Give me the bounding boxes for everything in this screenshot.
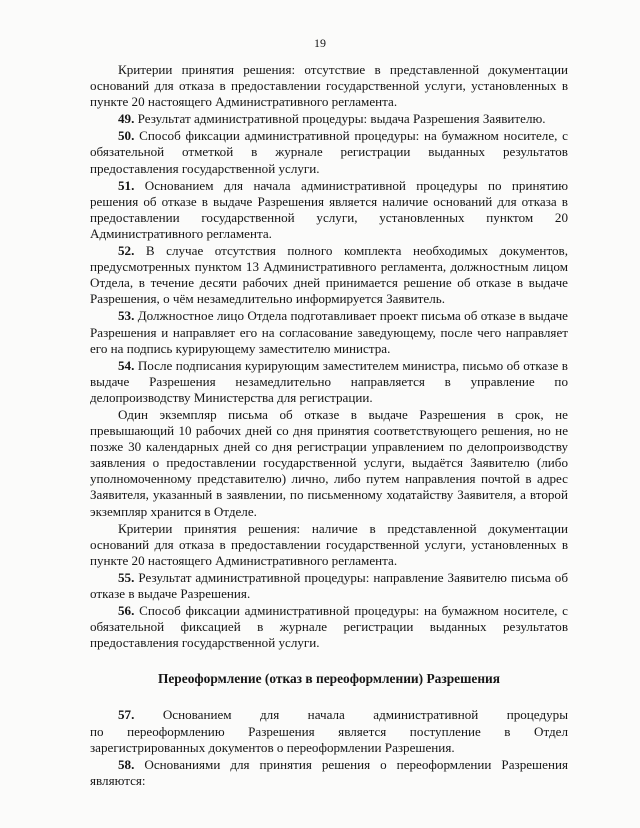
paragraph [90,358,568,406]
paragraph-57-line-1 [90,707,568,723]
paragraph-text: Результат административной процедуры: направление Заявителю письма об отказе в выдаче Разрешения. [90,569,568,601]
paragraph-text: В случае отсутствия полного комплекта необходимых документов, предусмотренных пунктом 13 Административного регламента, должностным лицом Отдела, в течение десяти рабочих дней принимается решение об отказе в выдаче Разрешения, о чём незамедлительно информируется Заявитель. [90,243,568,307]
paragraph-58 [90,757,568,789]
paragraph-number: 53. [118,308,135,324]
paragraph-number: 49. [118,111,135,127]
document-body [90,62,568,790]
paragraph-number: 56. [118,603,135,619]
paragraph-58-text: Основаниями для принятия решения о переоформлении Разрешения являются: [90,756,568,788]
paragraph-number: 50. [118,128,135,144]
paragraph-number: 55. [118,569,135,585]
paragraph-text: Основанием для начала административной процедуры по принятию решения об отказе в выдаче Разрешения является наличие оснований для отказа в предоставлении государственной услуги, установленных пунктом 20 Административного регламента. [90,177,568,241]
paragraph [90,111,568,127]
paragraph [90,308,568,356]
paragraph-58-number: 58. [118,756,135,772]
paragraph-list [90,62,568,651]
paragraph-number: 52. [118,243,135,259]
paragraph-57-number: 57. [118,707,135,723]
paragraph-text: Должностное лицо Отдела подготавливает проект письма об отказе в выдаче Разрешения и направляет его на согласование заведующему, после чего направляет его на подпись курирующему заместителю министра. [90,308,568,356]
paragraph [90,178,568,242]
page-number: 19 [314,36,326,50]
paragraph [90,128,568,176]
paragraph-57-line-2: по переоформлению Разрешения является поступление в Отдел [90,723,568,739]
section-heading: Переоформление (отказ в переоформлении) Разрешения [157,671,501,687]
paragraph-57 [90,707,568,755]
paragraph [90,603,568,651]
paragraph-text: Результат административной процедуры: выдача Разрешения Заявителю. [134,111,546,127]
paragraph-text: Способ фиксации административной процедуры: на бумажном носителе, с обязательной фиксацией в журнале регистрации выданных результатов предоставления государственной услуги. [90,603,568,651]
paragraph [90,62,568,110]
paragraph-text: Способ фиксации административной процедуры: на бумажном носителе, с обязательной отметкой в журнале регистрации выданных результатов предоставления государственной услуги. [90,128,568,176]
paragraph [90,521,568,569]
paragraph-text: Один экземпляр письма об отказе в выдаче Разрешения в срок, не превышающий 10 рабочих дней со дня принятия соответствующего решения, но не позже 30 календарных дней со дня регистрации управлением по делопроизводству заявления о предоставлении государственной услуги, выдаётся Заявителю (либо уполномоченному представителю) лично, либо путем направления почтой в адрес Заявителя, указанный в заявлении, по письменному ходатайству Заявителя, а второй экземпляр хранится в Отделе. [90,406,568,519]
paragraph [90,407,568,520]
paragraph-number: 54. [118,357,135,373]
paragraph [90,570,568,602]
paragraph-text: После подписания курирующим заместителем министра, письмо об отказе в выдаче Разрешения незамедлительно направляется в управление по делопроизводству Министерства для регистрации. [90,357,568,405]
paragraph-number: 51. [118,177,135,193]
paragraph-text: Критерии принятия решения: наличие в представленной документации оснований для отказа в предоставлении государственной услуги, установленных в пункте 20 настоящего Административного регламента. [90,520,568,568]
paragraph-57-line-3: зарегистрированных документов о переоформлении Разрешения. [90,739,455,755]
paragraph-text: Критерии принятия решения: отсутствие в представленной документации оснований для отказа в предоставлении государственной услуги, установленных в пункте 20 настоящего Административного регламента. [90,62,568,110]
paragraph-57-line-1-text: Основанием для начала административной процедуры [134,707,568,723]
paragraph [90,243,568,307]
